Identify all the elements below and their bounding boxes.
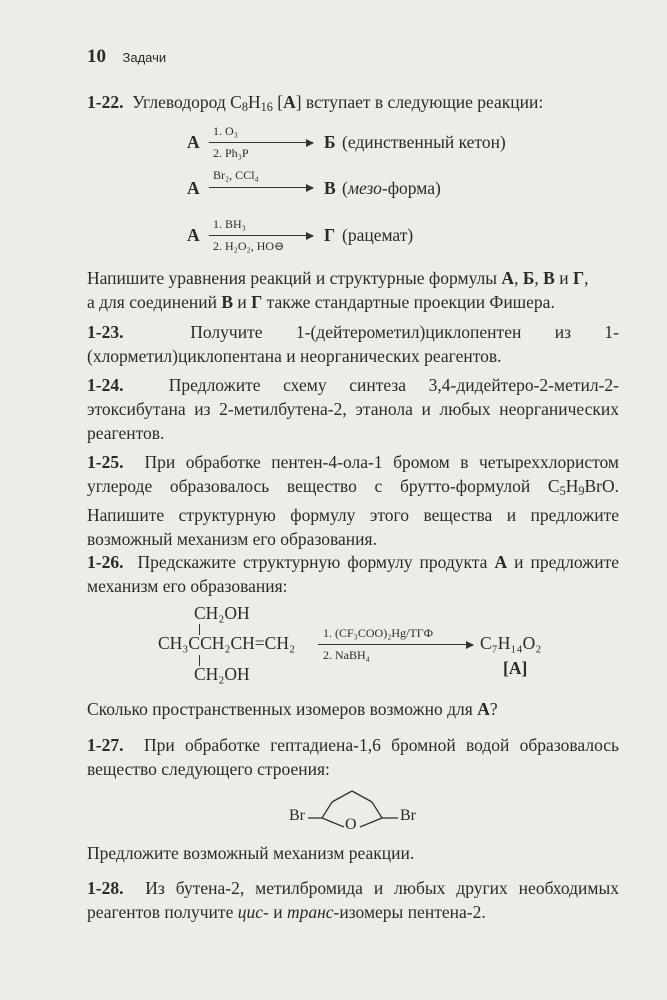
problem-text: Получите 1-(дейтерометил)циклопентен из 1-(хлорметил)циклопентана и неорганических реагентов.: [87, 322, 619, 366]
subscript: 5: [559, 484, 566, 498]
reaction-condition: 2. H₂O₂, HO⊖: [213, 239, 285, 253]
problem-text: - и: [263, 902, 287, 922]
problem-1-26-question: [87, 697, 619, 721]
problem-text: Из бутена-2, метилбромида и любых других необходимых реагентов получите: [87, 878, 619, 922]
text: (: [342, 178, 348, 198]
text: также стандартные проекции Фишера.: [262, 292, 555, 312]
problem-1-28: [87, 876, 619, 924]
subscript: 9: [578, 484, 585, 498]
reaction-condition: Br₂, CCl₄: [213, 168, 259, 182]
italic-text: цис: [237, 902, 263, 922]
reaction-condition: 1. (CF₃COO)₂Hg/ТГФ: [323, 626, 434, 640]
subscript: 16: [260, 100, 273, 114]
text: а для соединений: [87, 292, 222, 312]
compound-label: А: [477, 699, 490, 719]
reaction-arrow: [318, 644, 473, 645]
reaction-condition: 2. Ph₃P: [213, 146, 249, 160]
problem-1-27: [87, 733, 619, 781]
reaction-condition: 1. BH₃: [213, 217, 246, 231]
problem-1-23: [87, 320, 619, 368]
text: Напишите уравнения реакций и структурные формулы: [87, 268, 502, 288]
text: ,: [514, 268, 523, 288]
product-label: В: [324, 178, 336, 198]
problem-number: 1-27.: [87, 735, 124, 755]
problem-text: При обработке пентен-4-ола-1 бромом в четыреххлористом углероде образовалось вещество с брутто-формулой C: [87, 452, 619, 496]
problem-text: Углеводород C: [132, 92, 242, 112]
product-formula: C₇H₁₄O₂: [480, 633, 542, 653]
product-label: Г: [324, 225, 336, 245]
compound-label: А: [494, 552, 508, 572]
text: ,: [584, 268, 589, 288]
page-number: 10: [87, 46, 106, 67]
problem-text: H: [565, 476, 579, 496]
problem-text: H: [247, 92, 261, 112]
compound-label: Г: [572, 268, 585, 288]
product-label: Б: [324, 132, 336, 152]
problem-text: При обработке гептадиена-1,6 бромной водой образовалось вещество следующего строения:: [87, 735, 619, 779]
problem-text: ?: [489, 699, 498, 719]
bromine-left: Br: [289, 807, 305, 824]
problem-text: -изомеры пентена-2.: [333, 902, 486, 922]
reaction-arrow: [209, 187, 313, 188]
compound-label: Б: [522, 268, 535, 288]
product-description: (рацемат): [342, 225, 414, 245]
problem-1-24: [87, 373, 619, 445]
problem-1-25: [87, 450, 619, 551]
problem-text: и предложите механизм его образования:: [87, 552, 620, 596]
reactant-label: А: [187, 225, 200, 245]
problem-text: Предскажите структурную формулу продукта: [137, 552, 495, 572]
reactant-label: А: [187, 178, 200, 198]
problem-number: 1-25.: [87, 452, 124, 472]
substituent-top: CH₂OH: [194, 603, 250, 623]
problem-text: [: [272, 92, 284, 112]
problem-number: 1-26.: [87, 552, 124, 572]
bromine-right: Br: [400, 807, 416, 824]
product-description: (единственный кетон): [342, 132, 506, 152]
reaction-condition: 1. O₃: [213, 124, 238, 138]
text: и: [554, 268, 573, 288]
problem-number: 1-24.: [87, 375, 124, 395]
problem-1-27-task: [87, 841, 619, 865]
compound-label: А: [283, 92, 296, 112]
section-title: Задачи: [122, 50, 167, 65]
substituent-bottom: CH₂OH: [194, 664, 250, 684]
problem-text: Предложите возможный механизм реакции.: [87, 843, 415, 863]
problem-1-22: [87, 90, 619, 119]
text: -форма): [381, 178, 441, 198]
problem-number: 1-23.: [87, 322, 124, 342]
product-description: [342, 178, 441, 199]
problem-text: Предложите схему синтеза 3,4-дидейтеро-2-метил-2-этоксибутана из 2-метилбутена-2, этанола и любых неорганических реагентов.: [87, 375, 619, 443]
compound-label: Г: [251, 292, 263, 312]
reaction-condition: 2. NaBH₄: [323, 648, 370, 662]
page-header: [87, 46, 166, 68]
problem-number: 1-22.: [87, 92, 124, 112]
problem-1-22-task: [87, 266, 619, 314]
text: и: [233, 292, 252, 312]
compound-label: В: [543, 268, 555, 288]
compound-label: А: [501, 268, 515, 288]
problem-text: BrO. Напишите структурную формулу этого вещества и предложите возможный механизм его образования.: [87, 476, 619, 549]
reaction-arrow: [209, 142, 313, 143]
text: ,: [534, 268, 544, 288]
oxygen-atom: O: [345, 816, 357, 833]
compound-label: В: [221, 292, 234, 312]
main-chain-formula: CH₃CCH₂CH=CH₂: [158, 633, 296, 653]
problem-number: 1-28.: [87, 878, 124, 898]
italic-text: транс: [286, 902, 334, 922]
problem-text: Сколько пространственных изомеров возможно для: [87, 699, 478, 719]
reactant-label: А: [187, 132, 200, 152]
italic-text: мезо: [347, 178, 382, 198]
problem-text: ] вступает в следующие реакции:: [295, 92, 544, 112]
product-label: [А]: [503, 658, 528, 678]
reaction-arrow: [209, 235, 313, 236]
subscript: 8: [241, 100, 248, 114]
problem-1-26: [87, 550, 619, 598]
